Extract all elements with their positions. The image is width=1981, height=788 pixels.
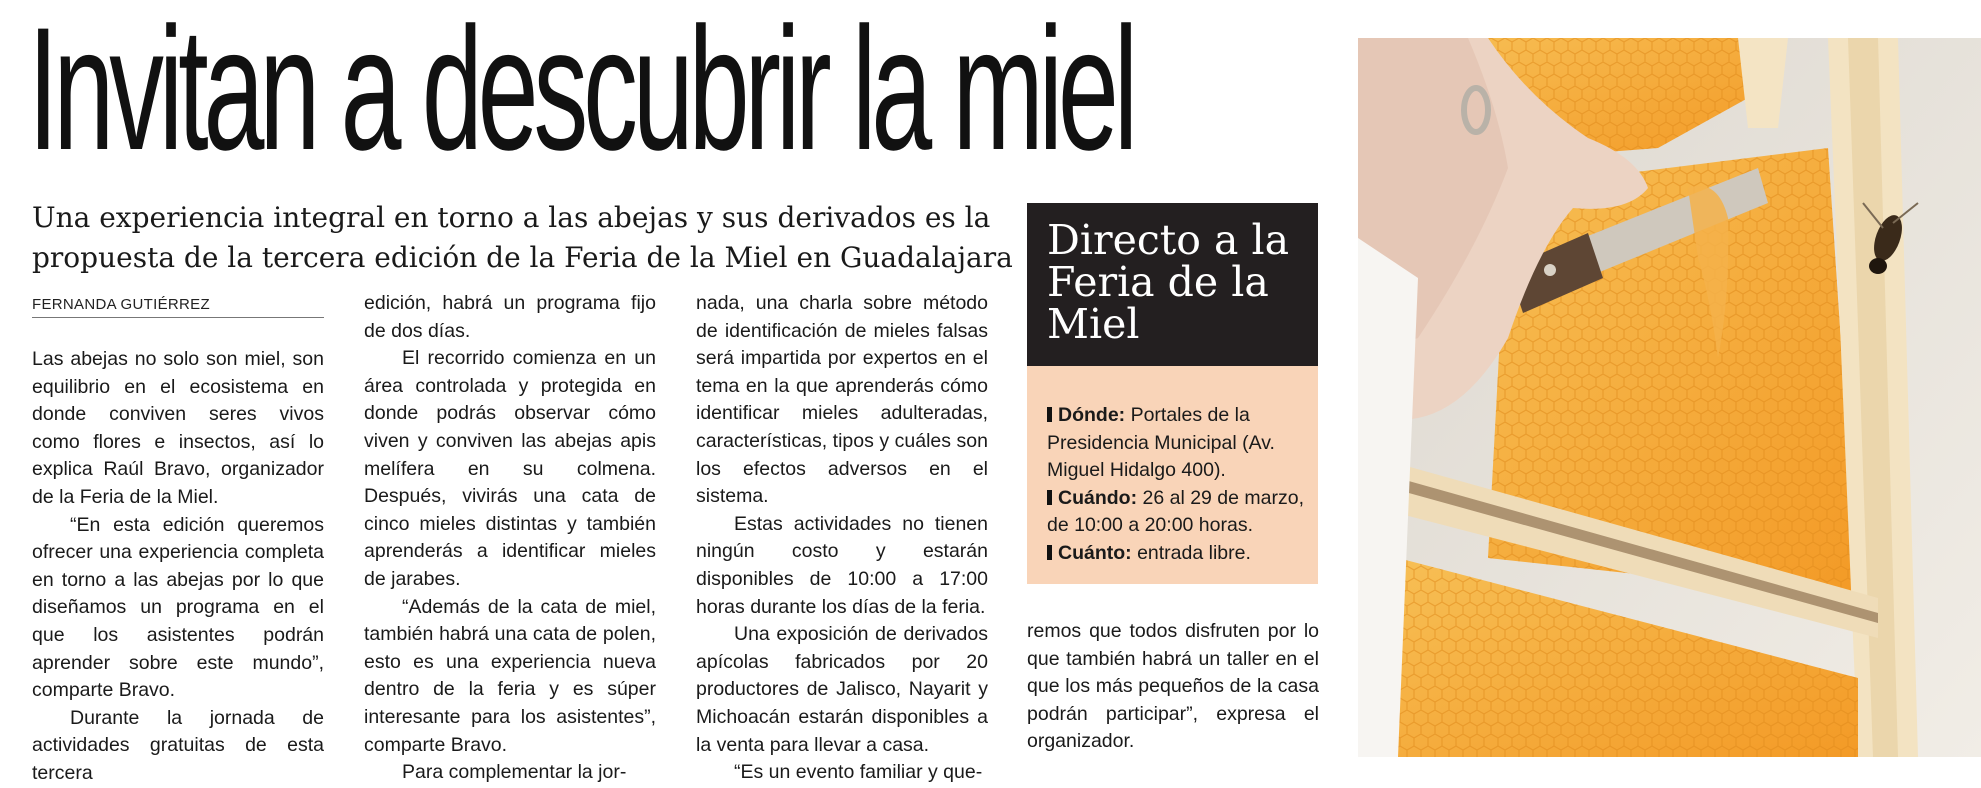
honeycomb-illustration (1358, 38, 1981, 757)
info-sidebar (1027, 203, 1318, 584)
square-bullet-icon (1047, 490, 1052, 505)
sidebar-header (1027, 203, 1318, 366)
headline: Invitan a descubrir la miel (28, 0, 1134, 187)
deck: Una experiencia integral en torno a las abejas y sus derivados es la propuesta de la tercera edición de la Feria de la Miel en Guadalajara (32, 201, 1013, 274)
sidebar-item-text: 26 al 29 de marzo, de 10:00 a 20:00 horas. (1047, 486, 1305, 537)
paragraph: “Además de la cata de miel, también habrá una cata de polen, esto es una experiencia nueva dentro de la feria y es súper interesante para los asistentes”, comparte Bravo. (364, 595, 656, 756)
paragraph: El recorrido comienza en un área controlada y protegida en donde podrás observar cómo viven y conviven las abejas apis melífera en su colmena. Después, vivirás una cata de cinco mieles distintas y también aprenderás a identificar mieles de jarabes. (364, 347, 656, 590)
honeycomb-photo (1358, 38, 1981, 757)
byline: FERNANDA GUTIÉRREZ (32, 296, 324, 318)
paragraph: Durante la jornada de actividades gratuitas de esta tercera (32, 706, 324, 784)
article-column-4 (1027, 618, 1319, 756)
sidebar-item-cuanto (1047, 540, 1309, 568)
sidebar-item-label: Dónde: (1058, 404, 1126, 426)
paragraph: Una exposición de derivados apícolas fabricados por 20 productores de Jalisco, Nayarit y Michoacán estarán disponibles a la venta para llevar a casa. (696, 623, 988, 756)
paragraph: Las abejas no solo son miel, son equilibrio en el ecosistema en donde conviven seres vivos como flores e insectos, así lo explica Raúl Bravo, organizador de la Feria de la Miel. (32, 348, 324, 508)
paragraph: “Es un evento familiar y que- (734, 761, 983, 784)
sidebar-item-label: Cuánto: (1058, 541, 1132, 564)
article-column-2 (364, 290, 656, 787)
paragraph: Estas actividades no tienen ningún costo y estarán disponibles de 10:00 a 17:00 horas durante los días de la feria. (696, 512, 988, 618)
sidebar-title: Directo a la Feria de la Miel (1047, 216, 1290, 348)
paragraph: remos que todos disfruten por lo que también habrá un taller en el que los más pequeños de la casa podrán participar”, expresa el organizador. (1027, 620, 1319, 753)
paragraph: edición, habrá un programa fijo de dos días. (364, 292, 656, 342)
paragraph: Para complementar la jor- (402, 761, 627, 784)
article-column-3 (696, 290, 988, 787)
square-bullet-icon (1047, 545, 1052, 560)
square-bullet-icon (1047, 407, 1052, 422)
sidebar-info-list (1047, 402, 1309, 568)
sidebar-item-text: Portales de la Presidencia Municipal (Av. Miguel Hidalgo 400). (1047, 404, 1275, 482)
sidebar-item-text: entrada libre. (1131, 541, 1251, 564)
article-column-1 (32, 346, 324, 788)
sidebar-item-label: Cuándo: (1058, 486, 1138, 509)
sidebar-item-donde (1047, 402, 1309, 485)
sidebar-body (1027, 366, 1318, 584)
paragraph: “En esta edición queremos ofrecer una experiencia completa en torno a las abejas por lo que diseñamos un programa en el que los asistentes podrán aprender sobre este mundo”, comparte Bravo. (32, 513, 324, 702)
paragraph: nada, una charla sobre método de identificación de mieles falsas será impartida por expertos en el tema en la que aprenderás cómo identificar mieles adulteradas, características, tipos y cuáles son los efectos adversos en el sistema. (696, 292, 988, 508)
sidebar-item-cuando (1047, 485, 1309, 540)
